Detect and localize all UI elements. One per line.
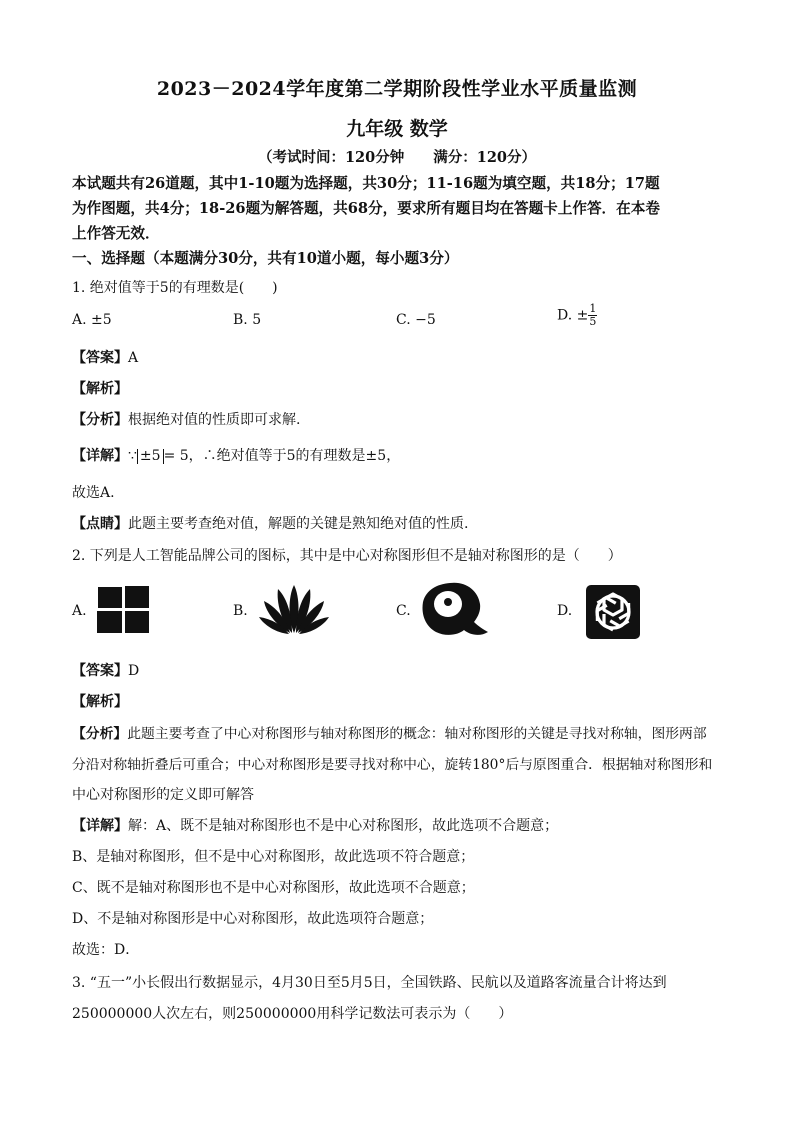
detail-tag: 【详解】 bbox=[72, 448, 128, 464]
q2-option-d: D. bbox=[557, 603, 573, 619]
q2-detail-line-1 bbox=[72, 815, 732, 835]
petal-fan-logo-icon bbox=[258, 583, 330, 635]
q2-stem: 2. 下列是人工智能品牌公司的图标，其中是中心对称图形但不是轴对称图形的是（ ） bbox=[72, 548, 622, 564]
answer-tag: 【答案】 bbox=[72, 663, 128, 679]
q1-conclusion: 故选A. bbox=[72, 485, 115, 501]
intro-line-3: 上作答无效． bbox=[72, 225, 160, 242]
fenxi-text: 此题主要考查了中心对称图形与轴对称图形的概念：轴对称图形的关键是寻找对称轴，图形两部 bbox=[127, 726, 707, 742]
q1-fenxi bbox=[72, 409, 732, 429]
q2-fenxi-line-1 bbox=[72, 722, 732, 742]
fraction-numerator: 1 bbox=[589, 302, 597, 315]
dianjing-text: 此题主要考查绝对值，解题的关键是熟知绝对值的性质. bbox=[128, 516, 469, 532]
q1-option-a: A. ±5 bbox=[72, 312, 112, 328]
q2-fenxi-line-2: 分沿对称轴折叠后可重合；中心对称图形是要寻找对称中心，旋转180°后与原图重合．根据轴对称图形和 bbox=[72, 757, 713, 773]
exam-title: 2023－2024学年度第二学期阶段性学业水平质量监测 bbox=[156, 78, 638, 100]
intro-line-2: 为作图题，共4分；18-26题为解答题，共68分，要求所有题目均在答题卡上作答．在本卷 bbox=[72, 200, 660, 217]
blob-face-logo-icon bbox=[420, 580, 490, 640]
detail-tag: 【详解】 bbox=[72, 818, 128, 834]
fenxi-text: 根据绝对值的性质即可求解. bbox=[128, 412, 301, 428]
q2-option-b: B. bbox=[233, 603, 248, 619]
q2-detail-line-3: C、既不是轴对称图形也不是中心对称图形，故此选项不合题意； bbox=[72, 880, 475, 896]
detail-text: 解：A、既不是轴对称图形也不是中心对称图形，故此选项不合题意； bbox=[128, 818, 559, 834]
q1-dianjing bbox=[72, 513, 732, 533]
q1-option-d bbox=[557, 303, 597, 328]
exam-info: （考试时间：120分钟 满分：120分） bbox=[257, 149, 537, 166]
q1-analysis-tag: 【解析】 bbox=[72, 381, 128, 397]
q2-answer bbox=[72, 660, 732, 680]
q1-stem: 1. 绝对值等于5的有理数是( ) bbox=[72, 280, 278, 296]
q2-analysis-tag: 【解析】 bbox=[72, 694, 128, 710]
q2-option-c: C. bbox=[396, 603, 411, 619]
q1-answer bbox=[72, 347, 732, 367]
fenxi-tag: 【分析】 bbox=[72, 726, 128, 742]
windows-like-logo-icon bbox=[96, 585, 152, 635]
answer-value: A bbox=[128, 350, 139, 366]
q1-option-d-fraction bbox=[588, 303, 597, 328]
detail-because: ∵ bbox=[128, 448, 137, 464]
q2-detail-line-4: D、不是轴对称图形是中心对称图形，故此选项符合题意； bbox=[72, 911, 434, 927]
section-heading: 一、选择题（本题满分30分，共有10道小题，每小题3分） bbox=[72, 250, 459, 267]
q2-option-a: A. bbox=[72, 603, 87, 619]
answer-value: D bbox=[128, 663, 140, 679]
exam-subtitle: 九年级 数学 bbox=[346, 118, 448, 140]
q3-stem-line-1: 3. “五一”小长假出行数据显示，4月30日至5月5日，全国铁路、民航以及道路客流量合计将达到 bbox=[72, 975, 667, 991]
absolute-value: ±5 bbox=[137, 449, 164, 464]
q1-detail bbox=[72, 445, 732, 465]
fraction-denominator: 5 bbox=[589, 315, 597, 328]
fenxi-tag: 【分析】 bbox=[72, 412, 128, 428]
q1-option-d-prefix: D. ± bbox=[557, 307, 589, 324]
q1-option-b: B. 5 bbox=[233, 312, 262, 328]
answer-tag: 【答案】 bbox=[72, 350, 128, 366]
detail-text: = 5，∴绝对值等于5的有理数是±5， bbox=[163, 448, 401, 464]
dianjing-tag: 【点睛】 bbox=[72, 516, 128, 532]
q3-stem-line-2: 250000000人次左右，则250000000用科学记数法可表示为（ ） bbox=[72, 1006, 513, 1022]
q1-option-c: C. −5 bbox=[396, 312, 436, 328]
q2-detail-line-2: B、是轴对称图形，但不是中心对称图形，故此选项不符合题意； bbox=[72, 849, 475, 865]
knot-logo-icon bbox=[585, 584, 641, 640]
q2-fenxi-line-3: 中心对称图形的定义即可解答 bbox=[72, 787, 254, 803]
intro-line-1: 本试题共有26道题，其中1-10题为选择题，共30分；11-16题为填空题，共18分；17题 bbox=[72, 175, 660, 192]
q2-conclusion: 故选：D． bbox=[72, 942, 140, 958]
